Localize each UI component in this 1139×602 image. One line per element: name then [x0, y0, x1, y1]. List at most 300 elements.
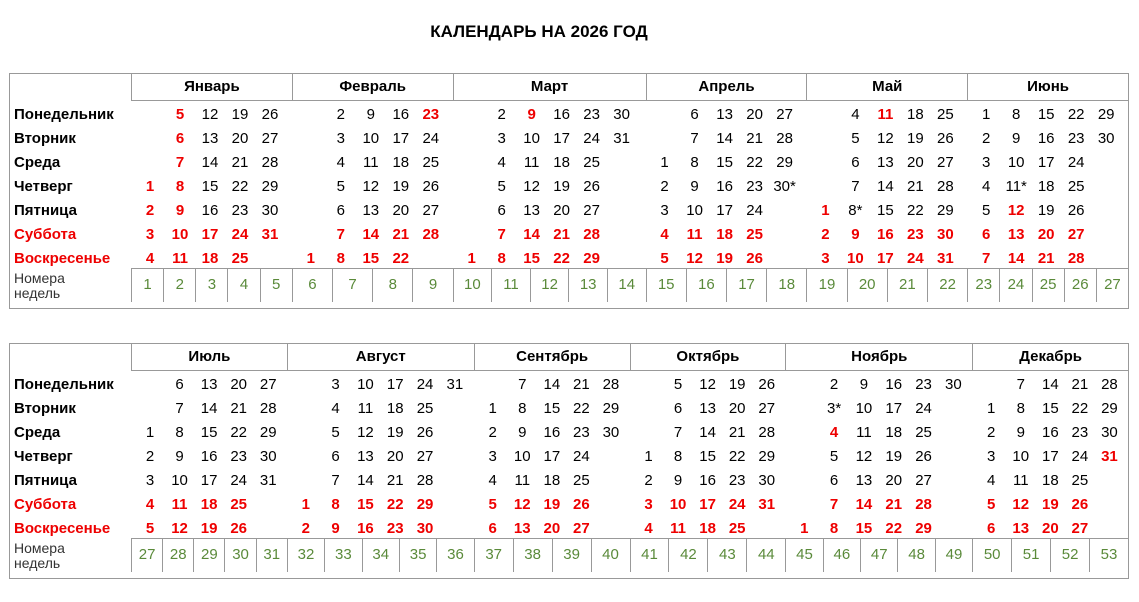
- calendar-day: 11: [686, 226, 703, 243]
- week-number: 26: [1064, 268, 1096, 302]
- calendar-day: 14: [877, 178, 894, 195]
- week-number: 49: [935, 538, 972, 572]
- calendar-day: 17: [543, 448, 561, 465]
- calendar-day: 9: [1016, 424, 1025, 441]
- calendar-day: 20: [885, 472, 903, 489]
- calendar-day: 6: [851, 154, 860, 171]
- calendar-day: 22: [907, 202, 924, 219]
- calendar-day: 3: [660, 202, 669, 219]
- calendar-day: 15: [1037, 106, 1055, 123]
- calendar-day: 19: [231, 106, 249, 123]
- calendar-day: 21: [386, 472, 404, 489]
- calendar-day: 9: [859, 376, 869, 393]
- calendar-day: 17: [1041, 448, 1059, 465]
- calendar-day: 7: [497, 226, 506, 243]
- calendar-day: 28: [1101, 376, 1118, 393]
- calendar-day: 2: [660, 178, 669, 195]
- week-number: 17: [726, 268, 766, 302]
- calendar-day: 2: [821, 226, 830, 243]
- calendar-day: 25: [231, 250, 249, 267]
- calendar-day: 1: [301, 496, 310, 513]
- week-number: 3: [195, 268, 227, 302]
- week-number: 8: [372, 268, 412, 302]
- day-label: Воскресенье: [14, 250, 111, 267]
- month-name: Май: [806, 74, 967, 100]
- calendar-day: 1: [145, 424, 155, 441]
- calendar-day: 29: [583, 250, 600, 267]
- calendar-day: 24: [907, 250, 924, 267]
- week-number: 5: [260, 268, 292, 302]
- calendar-day: 22: [392, 250, 410, 267]
- month-header-row: [131, 74, 1128, 101]
- month-name: Январь: [131, 74, 292, 100]
- month-name: Июль: [131, 344, 287, 370]
- calendar-day: 16: [1037, 130, 1055, 147]
- month-name: Февраль: [292, 74, 453, 100]
- calendar-day: 28: [937, 178, 954, 195]
- calendar-day: 27: [416, 448, 434, 465]
- week-number: 27: [131, 538, 162, 572]
- calendar-day: 12: [513, 496, 531, 513]
- calendar-day: 29: [915, 520, 932, 537]
- week-number: 42: [668, 538, 707, 572]
- calendar-day: 17: [386, 376, 404, 393]
- calendar-day: 7: [1016, 376, 1025, 393]
- calendar-day: 28: [915, 496, 932, 513]
- calendar-day: 25: [416, 400, 434, 417]
- calendar-day: 6: [987, 520, 996, 537]
- calendar-day: 23: [907, 226, 924, 243]
- calendar-day: 17: [553, 130, 570, 147]
- month-name: Ноябрь: [785, 344, 972, 370]
- week-number: 9: [412, 268, 452, 302]
- calendar-day: 30: [937, 226, 954, 243]
- calendar-day: 30: [945, 376, 962, 393]
- calendar-day: 28: [758, 424, 776, 441]
- calendar-day: 1: [821, 202, 830, 219]
- calendar-day: 16: [716, 178, 733, 195]
- calendar-day: 21: [231, 154, 249, 171]
- calendar-day: 11*: [1005, 178, 1027, 195]
- calendar-day: 8: [497, 250, 506, 267]
- calendar-day: 6: [829, 472, 839, 489]
- calendar-day: 21: [392, 226, 410, 243]
- day-label: Понедельник: [14, 376, 114, 393]
- calendar-day: 8: [829, 520, 839, 537]
- calendar-day: 6: [488, 520, 497, 537]
- calendar-day: 27: [259, 376, 277, 393]
- week-number: 36: [436, 538, 473, 572]
- calendar-day: 23: [915, 376, 932, 393]
- week-number: 27: [1096, 268, 1128, 302]
- calendar-day: 26: [1071, 496, 1089, 513]
- day-label: Среда: [14, 154, 61, 171]
- calendar-day: 25: [937, 106, 954, 123]
- calendar-day: 16: [200, 448, 218, 465]
- calendar-day: 26: [583, 178, 600, 195]
- calendar-day: 3: [644, 496, 653, 513]
- calendar-day: 26: [422, 178, 440, 195]
- calendar-day: 4: [336, 154, 345, 171]
- calendar-day: 14: [1041, 376, 1059, 393]
- calendar-day: 11: [172, 250, 188, 267]
- calendar-day: 25: [728, 520, 746, 537]
- calendar-day: 11: [877, 106, 894, 123]
- calendar-day: 10: [1012, 448, 1030, 465]
- calendar-day: 26: [416, 424, 434, 441]
- calendar-day: 23: [230, 448, 247, 465]
- day-label: Пятница: [14, 202, 77, 219]
- calendar-day: 7: [175, 154, 185, 171]
- calendar-day: 7: [690, 130, 699, 147]
- calendar-day: 9: [1012, 130, 1021, 147]
- calendar-day: 2: [488, 424, 497, 441]
- calendar-day: 8: [331, 496, 340, 513]
- month-name: Декабрь: [972, 344, 1128, 370]
- calendar-day: 30: [259, 448, 277, 465]
- calendar-day: 24: [416, 376, 434, 393]
- calendar-day: 30: [416, 520, 434, 537]
- calendar-day: 13: [357, 448, 374, 465]
- calendar-day: 10: [357, 376, 374, 393]
- calendar-day: 11: [1012, 472, 1029, 489]
- week-number: 12: [530, 268, 569, 302]
- day-label: Вторник: [14, 130, 76, 147]
- calendar-day: 29: [1101, 400, 1118, 417]
- calendar-day: 27: [1071, 520, 1089, 537]
- calendar-day: 15: [877, 202, 894, 219]
- calendar-day: 24: [573, 448, 590, 465]
- calendar-day: 26: [261, 106, 279, 123]
- calendar-day: 11: [670, 520, 686, 537]
- calendar-day: 22: [573, 400, 590, 417]
- calendar-day: 27: [937, 154, 954, 171]
- calendar-day: 12: [699, 376, 716, 393]
- calendar-day: 11: [523, 154, 540, 171]
- calendar-day: 14: [699, 424, 716, 441]
- month-header-row: [131, 344, 1128, 371]
- calendar-day: 23: [1067, 130, 1085, 147]
- week-number: 50: [972, 538, 1011, 572]
- calendar-day: 22: [1067, 106, 1085, 123]
- week-number: 13: [568, 268, 607, 302]
- calendar-day: 3: [336, 130, 345, 147]
- calendar-day: 13: [877, 154, 894, 171]
- calendar-day: 15: [543, 400, 561, 417]
- calendar-day: 2: [987, 424, 996, 441]
- calendar-day: 6: [982, 226, 991, 243]
- calendar-day: 23: [386, 520, 404, 537]
- calendar-day: 17: [699, 496, 716, 513]
- month-name: Октябрь: [630, 344, 786, 370]
- calendar-day: 31: [261, 226, 279, 243]
- calendar-day: 18: [1037, 178, 1055, 195]
- calendar-day: 11: [856, 424, 872, 441]
- week-number: 6: [292, 268, 332, 302]
- calendar-day: 26: [937, 130, 954, 147]
- calendar-day: 5: [175, 106, 185, 123]
- calendar-day: 7: [982, 250, 991, 267]
- calendar-day: 3: [331, 376, 340, 393]
- week-number: 15: [646, 268, 686, 302]
- calendar-day: 22: [231, 178, 249, 195]
- calendar-day: 12: [362, 178, 380, 195]
- calendar-day: 13: [523, 202, 540, 219]
- calendar-day: 31: [259, 472, 277, 489]
- calendar-day: 27: [583, 202, 600, 219]
- calendar-day: 15: [1041, 400, 1059, 417]
- calendar-day: 27: [915, 472, 932, 489]
- calendar-day: 28: [261, 154, 279, 171]
- calendar-day: 10: [669, 496, 687, 513]
- week-number: 11: [491, 268, 530, 302]
- calendar-day: 9: [518, 424, 527, 441]
- calendar-day: 18: [1041, 472, 1059, 489]
- calendar-day: 14: [855, 496, 873, 513]
- calendar-day: 25: [573, 472, 590, 489]
- week-number: 23: [967, 268, 999, 302]
- calendar-day: 5: [987, 496, 996, 513]
- week-number: 29: [193, 538, 224, 572]
- calendar-day: 21: [907, 178, 924, 195]
- calendar-day: 16: [357, 520, 374, 537]
- calendar-day: 21: [573, 376, 590, 393]
- calendar-day: 15: [716, 154, 733, 171]
- calendar-block-second-half: [9, 343, 1129, 579]
- calendar-day: 16: [885, 376, 903, 393]
- calendar-day: 31: [613, 130, 630, 147]
- calendar-day: 29: [758, 448, 776, 465]
- calendar-day: 6: [690, 106, 699, 123]
- calendar-day: 21: [728, 424, 746, 441]
- calendar-day: 13: [513, 520, 531, 537]
- calendar-day: 23: [583, 106, 600, 123]
- calendar-day: 4: [497, 154, 506, 171]
- calendar-day: 29: [416, 496, 434, 513]
- calendar-day: 20: [553, 202, 570, 219]
- calendar-day: 20: [392, 202, 410, 219]
- calendar-day: 9: [366, 106, 375, 123]
- week-number: 1: [131, 268, 163, 302]
- week-number: 38: [513, 538, 552, 572]
- calendar-day: 25: [915, 424, 932, 441]
- week-number: 28: [162, 538, 193, 572]
- calendar-day: 9: [851, 226, 860, 243]
- calendar-day: 22: [230, 424, 247, 441]
- calendar-day: 15: [699, 448, 716, 465]
- calendar-day: 28: [583, 226, 600, 243]
- calendar-day: 6: [331, 448, 340, 465]
- calendar-day: 19: [1037, 202, 1055, 219]
- calendar-day: 5: [982, 202, 991, 219]
- calendar-day: 11: [357, 400, 374, 417]
- calendar-day: 15: [200, 424, 218, 441]
- calendar-day: 16: [699, 472, 716, 489]
- calendar-day: 19: [386, 424, 404, 441]
- calendar-day: 4: [644, 520, 653, 537]
- calendar-day: 9: [175, 448, 184, 465]
- calendar-day: 18: [716, 226, 733, 243]
- calendar-day: 12: [1012, 496, 1030, 513]
- calendar-day: 9: [527, 106, 536, 123]
- week-numbers-label: Номера недель: [14, 540, 65, 571]
- calendar-day: 26: [573, 496, 590, 513]
- calendar-day: 1: [467, 250, 476, 267]
- calendar-day: 9: [673, 472, 683, 489]
- calendar-day: 31: [1101, 448, 1118, 465]
- week-number: 47: [860, 538, 897, 572]
- calendar-day: 4: [851, 106, 860, 123]
- calendar-day: 18: [201, 250, 219, 267]
- calendar-day: 22: [1071, 400, 1089, 417]
- calendar-day: 26: [746, 250, 763, 267]
- calendar-day: 8: [336, 250, 345, 267]
- calendar-day: 2: [829, 376, 839, 393]
- week-number: 32: [287, 538, 324, 572]
- calendar-day: 16: [877, 226, 894, 243]
- calendar-day: 4: [660, 226, 669, 243]
- calendar-day: 18: [543, 472, 561, 489]
- calendar-day: 19: [200, 520, 218, 537]
- calendar-day: 20: [907, 154, 924, 171]
- calendar-day: 17: [716, 202, 733, 219]
- calendar-day: 13: [855, 472, 873, 489]
- week-number: 53: [1089, 538, 1128, 572]
- calendar-day: 22: [553, 250, 570, 267]
- calendar-day: 30*: [773, 178, 796, 195]
- calendar-day: 26: [1067, 202, 1085, 219]
- month-name: Июнь: [967, 74, 1128, 100]
- calendar-day: 30: [1101, 424, 1118, 441]
- calendar-day: 12: [523, 178, 540, 195]
- calendar-day: 23: [746, 178, 763, 195]
- calendar-day: 23: [573, 424, 590, 441]
- calendar-day: 24: [728, 496, 746, 513]
- calendar-day: 28: [259, 400, 277, 417]
- calendar-day: 30: [602, 424, 620, 441]
- calendar-day: 2: [145, 202, 155, 219]
- day-label: Суббота: [14, 226, 77, 243]
- calendar-day: 8: [1016, 400, 1025, 417]
- calendar-day: 1: [488, 400, 497, 417]
- calendar-day: 12: [171, 520, 188, 537]
- calendar-day: 28: [416, 472, 434, 489]
- calendar-day: 29: [261, 178, 279, 195]
- calendar-day: 2: [644, 472, 653, 489]
- calendar-day: 5: [660, 250, 669, 267]
- calendar-day: 24: [231, 226, 249, 243]
- calendar-day: 24: [230, 472, 247, 489]
- calendar-day: 5: [336, 178, 345, 195]
- month-name: Сентябрь: [474, 344, 630, 370]
- calendar-day: 26: [758, 376, 776, 393]
- calendar-day: 12: [201, 106, 219, 123]
- calendar-day: 29: [1097, 106, 1115, 123]
- calendar-day: 24: [746, 202, 763, 219]
- week-number: 14: [607, 268, 646, 302]
- calendar-day: 3: [488, 448, 497, 465]
- month-name: Март: [453, 74, 646, 100]
- calendar-day: 27: [1067, 226, 1085, 243]
- calendar-day: 5: [145, 520, 155, 537]
- calendar-day: 6: [673, 400, 683, 417]
- week-number: 45: [785, 538, 822, 572]
- week-number: 20: [847, 268, 887, 302]
- calendar-day: 10: [686, 202, 703, 219]
- week-number: 22: [927, 268, 967, 302]
- week-number: 51: [1011, 538, 1050, 572]
- calendar-day: 13: [362, 202, 380, 219]
- calendar-day: 20: [386, 448, 404, 465]
- calendar-day: 16: [201, 202, 219, 219]
- calendar-day: 3*: [827, 400, 842, 417]
- calendar-day: 14: [543, 376, 561, 393]
- calendar-day: 19: [907, 130, 924, 147]
- calendar-day: 6: [497, 202, 506, 219]
- calendar-day: 12: [357, 424, 374, 441]
- calendar-day: 13: [200, 376, 218, 393]
- calendar-day: 19: [716, 250, 733, 267]
- calendar-day: 21: [1071, 376, 1089, 393]
- calendar-day: 2: [497, 106, 506, 123]
- calendar-day: 2: [336, 106, 345, 123]
- calendar-day: 2: [982, 130, 991, 147]
- calendar-day: 25: [1071, 472, 1089, 489]
- calendar-day: 13: [699, 400, 716, 417]
- calendar-day: 20: [728, 400, 746, 417]
- calendar-day: 13: [201, 130, 219, 147]
- week-number: 2: [163, 268, 195, 302]
- calendar-day: 1: [145, 178, 155, 195]
- calendar-day: 10: [523, 130, 540, 147]
- calendar-day: 20: [231, 130, 249, 147]
- week-number: 31: [256, 538, 287, 572]
- calendar-day: 15: [362, 250, 380, 267]
- calendar-day: 20: [543, 520, 561, 537]
- calendar-day: 27: [758, 400, 776, 417]
- calendar-day: 24: [915, 400, 932, 417]
- week-number: 40: [591, 538, 630, 572]
- calendar-day: 3: [145, 226, 155, 243]
- calendar-day: 6: [175, 376, 184, 393]
- calendar-day: 24: [1067, 154, 1085, 171]
- calendar-day: 5: [829, 448, 839, 465]
- calendar-day: 5: [851, 130, 860, 147]
- week-number: 16: [686, 268, 726, 302]
- calendar-day: 22: [746, 154, 763, 171]
- calendar-day: 10: [171, 472, 188, 489]
- calendar-day: 18: [699, 520, 716, 537]
- calendar-day: 10: [513, 448, 531, 465]
- calendar-day: 23: [422, 106, 440, 123]
- calendar-day: 3: [982, 154, 991, 171]
- calendar-day: 9: [690, 178, 699, 195]
- calendar-day: 17: [1037, 154, 1055, 171]
- calendar-day: 28: [1067, 250, 1085, 267]
- calendar-day: 1: [800, 520, 809, 537]
- week-numbers-label: Номера недель: [14, 270, 65, 301]
- calendar-day: 27: [776, 106, 793, 123]
- calendar-day: 28: [602, 376, 620, 393]
- calendar-day: 5: [673, 376, 683, 393]
- week-number: 33: [324, 538, 361, 572]
- calendar-day: 22: [386, 496, 404, 513]
- calendar-day: 13: [1012, 520, 1030, 537]
- calendar-day: 27: [261, 130, 279, 147]
- calendar-day: 5: [497, 178, 506, 195]
- calendar-day: 29: [602, 400, 620, 417]
- calendar-day: 8: [673, 448, 683, 465]
